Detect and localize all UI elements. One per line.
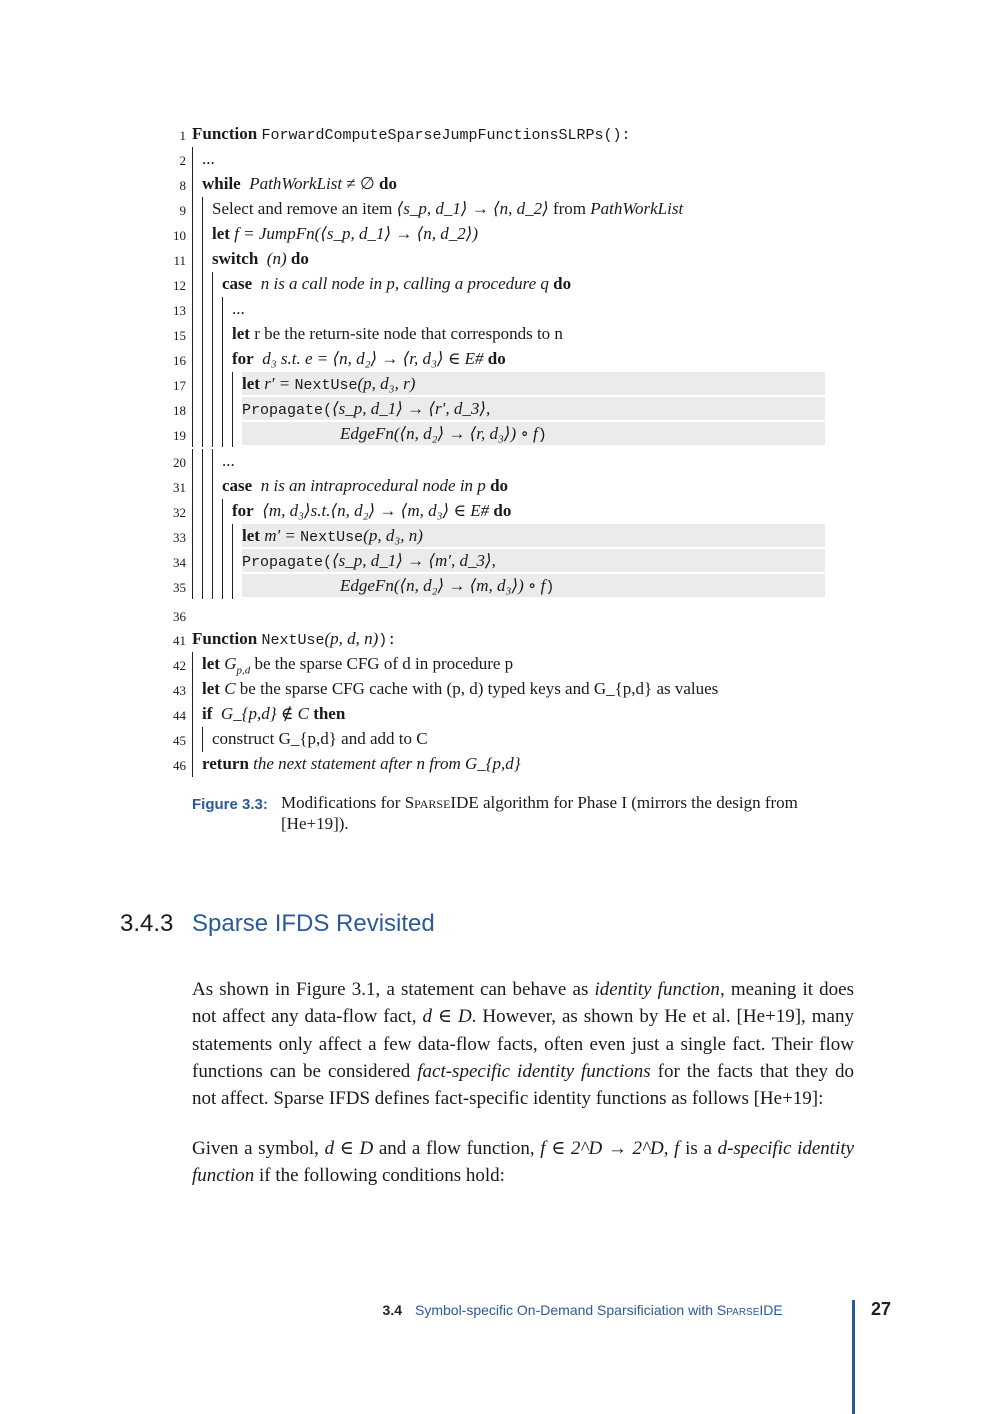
algo-line: [160, 549, 840, 574]
algo-line: [160, 372, 840, 397]
indent-bar: [212, 372, 213, 397]
indent-bar: [202, 372, 203, 397]
footer-section-number: 3.4: [382, 1302, 402, 1318]
algo-line: [160, 702, 840, 727]
indent-bar: [222, 422, 223, 447]
indent-bar: [192, 197, 193, 222]
math-expr: EdgeFn(⟨n, d₂⟩ → ⟨r, d₃⟩) ∘ f: [340, 424, 538, 443]
close-paren: ): [537, 427, 547, 444]
function-name: ForwardComputeSparseJumpFunctionsSLRPs():: [261, 127, 631, 144]
algo-line: [160, 247, 840, 272]
page-footer: [0, 1300, 1000, 1320]
highlighted-line: [242, 372, 825, 395]
line-number: 46: [173, 758, 186, 773]
section-number: 3.4.3: [120, 910, 174, 937]
footer-rule: [852, 1300, 855, 1414]
indent-bar: [192, 652, 193, 677]
algo-line: [160, 122, 840, 147]
line-number: 17: [173, 378, 186, 393]
paragraph: Given a symbol, d ∈ D and a flow function, f ∈ 2^D → 2^D, f is a d-specific identity function if the following conditions hold:: [192, 1138, 855, 1187]
indent-bar: [202, 272, 203, 297]
keyword-function: Function: [192, 629, 258, 648]
indent-bar: [222, 574, 223, 599]
keyword-do: do: [379, 174, 397, 193]
math-expr: m′ =: [264, 526, 296, 545]
indent-bar: [192, 347, 193, 372]
keyword-let: let: [232, 324, 250, 343]
indent-bar: [192, 322, 193, 347]
math-expr: ⟨s_p, d_1⟩ → ⟨n, d_2⟩: [396, 199, 549, 218]
ellipsis: ...: [232, 299, 245, 318]
indent-bar: [212, 422, 213, 447]
indent-bar: [212, 297, 213, 322]
text: from: [552, 199, 587, 218]
text: Select and remove an item: [212, 199, 393, 218]
indent-bar: [202, 222, 203, 247]
line-number: 36: [173, 609, 186, 624]
indent-bar: [202, 422, 203, 447]
algo-line: [160, 603, 840, 628]
indent-bar: [192, 549, 193, 574]
math-expr: f = JumpFn(⟨s_p, d_1⟩ → ⟨n, d_2⟩): [234, 224, 479, 243]
algo-line: [160, 474, 840, 499]
text: the next statement after n from G_{p,d}: [253, 754, 521, 773]
keyword-then: then: [313, 704, 346, 723]
indent-bar: [212, 549, 213, 574]
indent-bar: [222, 524, 223, 549]
indent-bar: [232, 524, 233, 549]
highlighted-line: [242, 422, 825, 445]
propagate-call: Propagate(: [242, 554, 333, 571]
line-number: 18: [173, 403, 186, 418]
path-worklist: PathWorkList: [249, 174, 343, 193]
line-number: 34: [173, 555, 186, 570]
indent-bar: [212, 524, 213, 549]
keyword-case: case: [222, 476, 253, 495]
indent-bar: [202, 474, 203, 499]
nextuse-call: NextUse: [300, 529, 364, 546]
keyword-let: let: [202, 679, 220, 698]
text: construct G_{p,d} and add to C: [212, 729, 428, 748]
line-number: 1: [179, 128, 186, 143]
indent-bar: [192, 677, 193, 702]
line-number: 19: [173, 428, 186, 443]
indent-bar: [192, 272, 193, 297]
highlighted-line: [242, 549, 825, 572]
indent-bar: [192, 397, 193, 422]
indent-bar: [232, 549, 233, 574]
keyword-do: do: [493, 501, 512, 520]
indent-bar: [202, 197, 203, 222]
indent-bar: [192, 147, 193, 172]
indent-bar: [192, 372, 193, 397]
keyword-do: do: [290, 249, 309, 268]
line-number: 9: [179, 203, 186, 218]
highlighted-line: [242, 397, 825, 420]
indent-bar: [192, 297, 193, 322]
indent-bar: [212, 474, 213, 499]
indent-bar: [232, 397, 233, 422]
function-params: (p, d, n): [324, 629, 379, 648]
indent-bar: [192, 474, 193, 499]
math-expr: ≠ ∅: [346, 174, 375, 193]
algo-line: 43 let C be the sparse CFG cache with (p, d) typed keys and G_{p,d} as values: [160, 677, 840, 702]
line-number: 45: [173, 733, 186, 748]
line-number: 32: [173, 505, 186, 520]
ellipsis: ...: [202, 149, 215, 168]
keyword-for: for: [232, 501, 254, 520]
keyword-return: return: [202, 754, 249, 773]
line-number: 31: [173, 480, 186, 495]
function-name: NextUse: [261, 632, 325, 649]
algo-line: [160, 397, 840, 422]
indent-bar: [212, 449, 213, 474]
indent-bar: [192, 247, 193, 272]
algo-line: [160, 222, 840, 247]
line-number: 11: [173, 253, 186, 268]
indent-bar: [222, 499, 223, 524]
algo-line: [160, 574, 840, 599]
indent-bar: [192, 449, 193, 474]
indent-bar: [192, 727, 193, 752]
math-expr: G_{p,d} ∉ C: [220, 704, 309, 723]
math-expr: EdgeFn(⟨n, d₂⟩ → ⟨m, d₃⟩) ∘ f: [340, 576, 546, 595]
math-expr: ⟨s_p, d_1⟩ → ⟨m′, d_3⟩,: [332, 551, 496, 570]
section-title: Sparse IFDS Revisited: [192, 910, 435, 937]
algo-line: [160, 197, 840, 222]
indent-bar: [212, 347, 213, 372]
algo-line: [160, 297, 840, 322]
keyword-let: let: [242, 374, 260, 393]
keyword-function: Function: [192, 124, 258, 143]
indent-bar: [202, 549, 203, 574]
algo-line: [160, 627, 840, 652]
paragraph: As shown in Figure 3.1, a statement can behave as identity function, meaning it does not affect any data-flow fact, d ∈ D. However, as shown by He et al. [He+19], many statements only affect a few data-flow facts, often even just a single fact. Their flow functions can be considered fact-specific identity functions for the facts that they do not affect. Sparse IFDS defines fact-specific identity functions as follows [He+19]:: [192, 979, 855, 1110]
indent-bar: [212, 322, 213, 347]
algo-line: [160, 499, 840, 524]
propagate-call: Propagate(: [242, 402, 333, 419]
highlighted-line: [242, 524, 825, 547]
page-number: 27: [871, 1299, 892, 1319]
indent-bar: [202, 397, 203, 422]
indent-bar: [222, 347, 223, 372]
indent-bar: [222, 397, 223, 422]
keyword-while: while: [202, 174, 241, 193]
line-number: 16: [173, 353, 186, 368]
indent-bar: [202, 727, 203, 752]
keyword-do: do: [487, 349, 506, 368]
path-worklist: PathWorkList: [590, 199, 684, 218]
indent-bar: [192, 422, 193, 447]
algo-line: [160, 449, 840, 474]
indent-bar: [212, 397, 213, 422]
footer-section-title: Symbol-specific On-Demand Sparsificiation with SparseIDE: [415, 1302, 783, 1318]
indent-bar: [222, 372, 223, 397]
line-number: 10: [173, 228, 186, 243]
indent-bar: [232, 574, 233, 599]
line-number: 12: [173, 278, 186, 293]
indent-bar: [222, 322, 223, 347]
indent-bar: [192, 574, 193, 599]
keyword-let: let: [242, 526, 260, 545]
indent-bar: [192, 499, 193, 524]
indent-bar: [202, 499, 203, 524]
text: r be the return-site node that corresponds to n: [254, 324, 563, 343]
keyword-switch: switch: [212, 249, 259, 268]
algo-line: [160, 322, 840, 347]
indent-bar: [192, 172, 193, 197]
indent-bar: [202, 347, 203, 372]
line-number: 8: [179, 178, 186, 193]
indent-bar: [232, 372, 233, 397]
math-expr: (p, d₃, n): [363, 526, 423, 545]
colon: ):: [378, 632, 397, 649]
keyword-case: case: [222, 274, 253, 293]
indent-bar: [212, 574, 213, 599]
line-number: 15: [173, 328, 186, 343]
line-number: 43: [173, 683, 186, 698]
close-paren: ): [545, 579, 555, 596]
indent-bar: [202, 297, 203, 322]
math-expr: (p, d₃, r): [357, 374, 416, 393]
highlighted-line: [242, 574, 825, 597]
line-number: 44: [173, 708, 186, 723]
algo-line: [160, 172, 840, 197]
indent-bar: [232, 422, 233, 447]
math-expr: ⟨m, d₃⟩s.t.⟨n, d₂⟩ → ⟨m, d₃⟩ ∈ E#: [262, 501, 490, 520]
text: be the sparse CFG cache with (p, d) typed keys and G_{p,d} as values: [239, 679, 719, 698]
indent-bar: [202, 524, 203, 549]
line-number: 20: [173, 455, 186, 470]
caption-text: Modifications for SparseIDE algorithm for Phase I (mirrors the design from [He+19]).: [281, 793, 798, 833]
keyword-let: let: [212, 224, 230, 243]
algo-line: [160, 347, 840, 372]
algo-line: [160, 524, 840, 549]
indent-bar: [192, 702, 193, 727]
line-number: 41: [173, 633, 186, 648]
math-expr: d₃ s.t. e = ⟨n, d₂⟩ → ⟨r, d₃⟩ ∈ E#: [262, 349, 484, 368]
indent-bar: [202, 322, 203, 347]
indent-bar: [222, 297, 223, 322]
keyword-do: do: [553, 274, 572, 293]
keyword-do: do: [490, 476, 509, 495]
indent-bar: [212, 272, 213, 297]
line-number: 13: [173, 303, 186, 318]
case-condition: n is an intraprocedural node in p: [260, 476, 486, 495]
math-expr: (n): [266, 249, 287, 268]
nextuse-call: NextUse: [294, 377, 358, 394]
algo-line: [160, 272, 840, 297]
algo-line: [160, 752, 840, 777]
indent-bar: [222, 549, 223, 574]
math-expr: r′ =: [264, 374, 291, 393]
keyword-for: for: [232, 349, 254, 368]
figure-label: Figure 3.3:: [192, 796, 268, 813]
indent-bar: [192, 752, 193, 777]
algo-line: [160, 422, 840, 447]
indent-bar: [202, 247, 203, 272]
text: be the sparse CFG of d in procedure p: [254, 654, 514, 673]
keyword-let: let: [202, 654, 220, 673]
algo-line: [160, 147, 840, 172]
indent-bar: [202, 449, 203, 474]
ellipsis: ...: [222, 451, 235, 470]
keyword-if: if: [202, 704, 213, 723]
math-expr: ⟨s_p, d_1⟩ → ⟨r′, d_3⟩,: [332, 399, 491, 418]
indent-bar: [192, 222, 193, 247]
indent-bar: [212, 499, 213, 524]
case-condition: n is a call node in p, calling a procedure q: [260, 274, 549, 293]
line-number: 33: [173, 530, 186, 545]
algo-line: [160, 727, 840, 752]
indent-bar: [202, 574, 203, 599]
line-number: 42: [173, 658, 186, 673]
indent-bar: [192, 524, 193, 549]
algo-line: 42 let $G_{p,d}$ be the sparse CFG of d in procedure p: [160, 652, 840, 677]
line-number: 35: [173, 580, 186, 595]
line-number: 2: [179, 153, 186, 168]
